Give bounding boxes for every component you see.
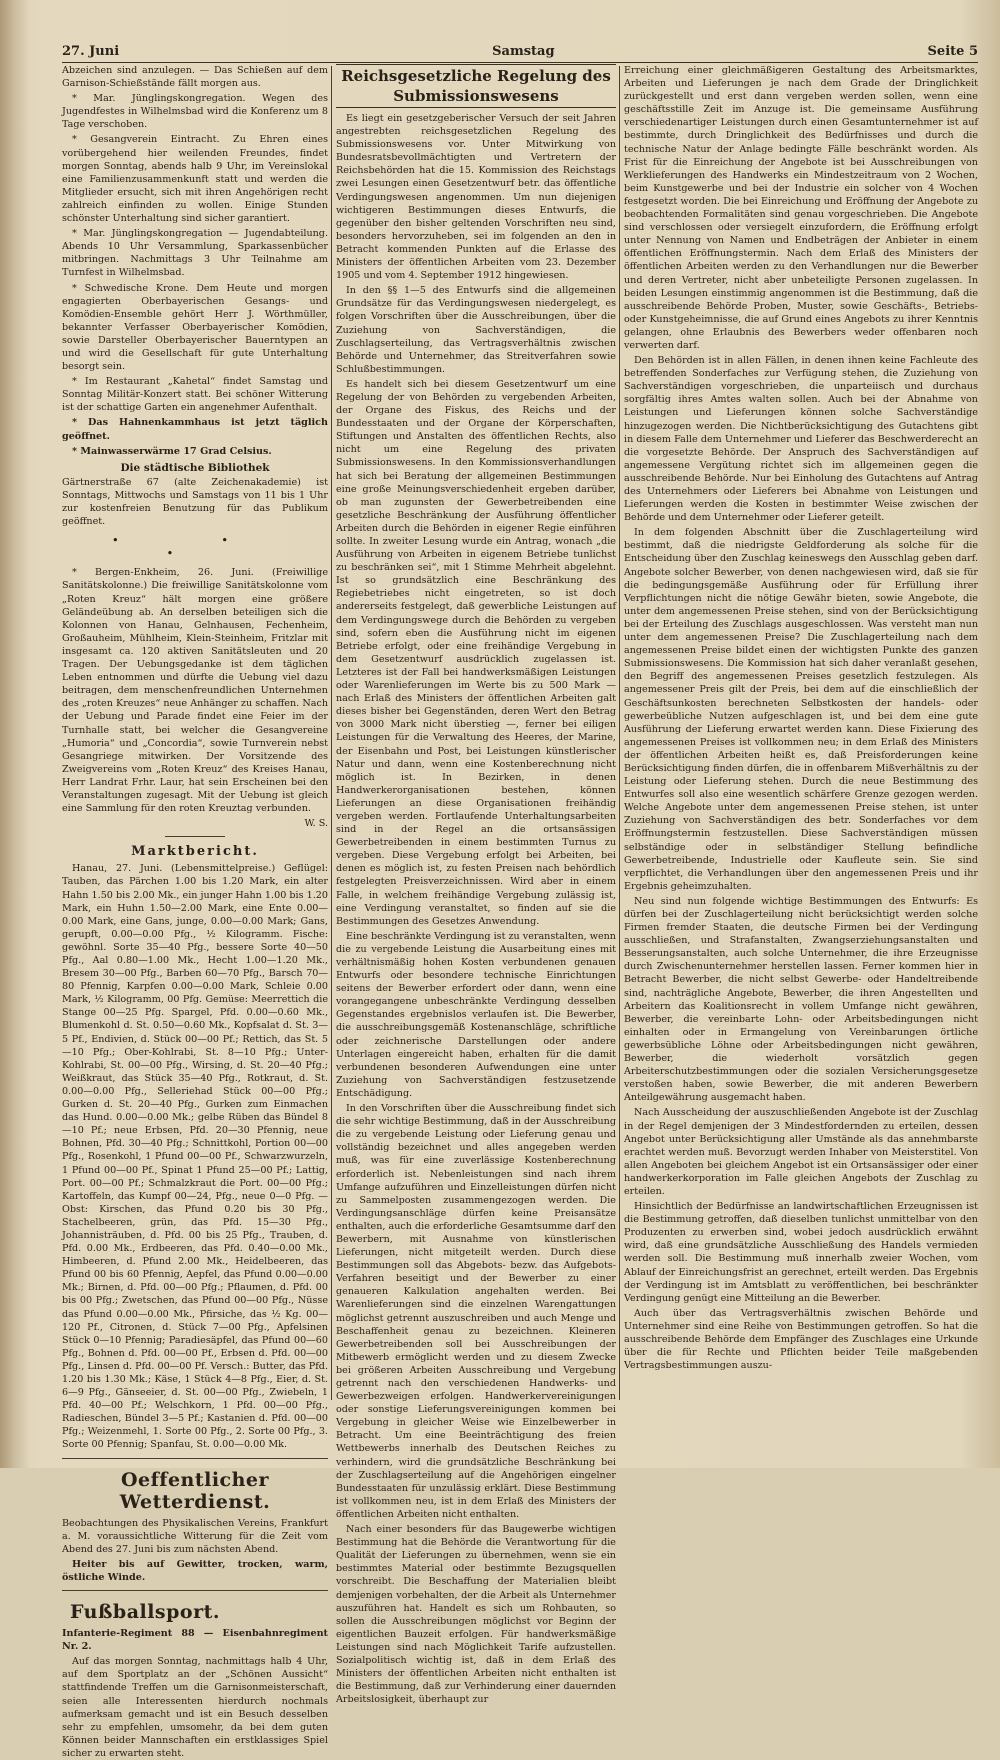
article-headline: Reichsgesetzliche Regelung des Submissionswesens [336,64,616,108]
football-heading: Fußballsport. [70,1601,220,1624]
library-heading: Die städtische Bibliothek [120,461,270,474]
market-report-text: Hanau, 27. Juni. (Lebensmittelpreise.) Geflügel: Tauben, das Pärchen 1.00 bis 1.20 Mark, ein alter Hahn 1.50 bis 2.00 Mk., ein junger Hahn 1.00 bis 1.20 Mark, ein Huhn 1.50—2.00 Mark, eine Ente 0.00—0.00 Mark, eine Gans, junge, 0.00—0.00 Mark; Gans, gerupft, 0.00—0.00 Pfg., ½ Kilogramm. Fische: gewöhnl. Sorte 35—40 Pfg., bessere Sorte 40—50 Pfg., Aal 0.80—1.00 Mk., Hecht 1.00—1.20 Mk., Bresem 30—00 Pfg., Barben 60—70 Pfg., Barsch 70—80 Pfennig, Karpfen 0.00—0.00 Mark, Schleie 0.00 Mark, ½ Kilogramm, 00 Pfg. Gemüse: Meerrettich die Stange 00—25 Pfg. Spargel, Pfd. 0.00—0.60 Mk., Blumenkohl d. St. 0.50—0.60 Mk., Kopfsalat d. St. 3—5 Pf., Endivien, d. Stück 00—00 Pf.; Rettich, das St. 5—10 Pfg.; Ober-Kohlrabi, St. 8—10 Pfg.; Unter-Kohlrabi, St. 00—00 Pfg., Wirsing, d. St. 20—40 Pfg.; Weißkraut, das Stück 35—40 Pfg., Rotkraut, d. St. 0.00—0.00 Pfg., Selleriehad Stück 00—00 Pfg.; Gurken d. St. 20—40 Pfg., Gurken zum Einmachen das Hund. 0.00—0.00 Mk.; gelbe Rüben das Bündel 8—10 Pf.; neue Erbsen, Pfd. 20—30 Pfennig, neue Bohnen, Pfd. 30—40 Pfg.; Schnittkohl, Portion 00—00 Pfg., Rosenkohl, 1 Pfund 00—00 Pf., Schwarzwurzeln, 1 Pfund 00—00 Pf., Spinat 1 Pfund 25—00 Pf.; Lattig, Port. 00—00 Pf.; Schmalzkraut die Port. 00—00 Pfg.; Kartoffeln, das Kumpf 00—24, Pfg., neue 0—0 Pfg. — Obst: Kirschen, das Pfund 0.20 bis 30 Pfg., Stachelbeeren, grün, das Pfd. 15—30 Pfg., Johannisträuben, d. Pfd. 00 bis 25 Pfg., Trauben, d. Pfd. 0.00 Mk., Erdbeeren, das Pfd. 0.40—0.00 Mk., Himbeeren, d. Pfund 2.00 Mk., Heidelbeeren, das Pfund 00 bis 60 Pfennig, Aepfel, das Pfund 0.00—0.00 Mk.; Birnen, d. Pfd. 00—00 Pfg.; Pflaumen, d. Pfd. 00 bis 00 Pfg.; Zwetschen, das Pfund 00—00 Pfg., Nüsse das Pfund 0.00—0.00 Mk., Pfirsiche, das ½ Kg. 00—120 Pf., Citronen, d. Stück 7—00 Pfg., Apfelsinen Stück 0—10 Pfennig; Paradiesäpfel, das Pfund 00—60 Pfg., Bohnen d. Pfd. 00—00 Pf., Erbsen d. Pfd. 00—00 Pfg., Linsen d. Pfd. 00—00 Pf. Versch.: Butter, das Pfd. 1.20 bis 1.30 Mk.; Käse, 1 Stück 4—8 Pfg., Eier, d. St. 6—9 Pfg., Gänseeier, d. St. 00—00 Pfg., Zwiebeln, 1 Pfd. 40—00 Pf.; Welschkorn, 1 Pfd. 00—00 Pfg., Radieschen, Bündel 3—5 Pf.; Kastanien d. Pfd. 00—00 Pfg.; Weizenmehl, 1. Sorte 00 Pfg., 2. Sorte 00 Pfg., 3. Sorte 00 Pfennig; Spanfau, St. 0.00—0.00 Mk. [62,863,328,1451]
column-submission-law-continued [624,64,978,1404]
divider [165,836,225,837]
paragraph: Auch über das Vertragsverhältnis zwischen Behörde und Unternehmer sind eine Reihe von Bestimmungen getroffen. So hat die ausschreibende Behörde dem Empfänger des Zuschlages eine Urkunde über die für Rechte und Pflichten beider Teile maßgebenden Vertragsbestimmungen auszu- [624,1307,978,1372]
header-page-number: Seite 5 [927,43,978,59]
paragraph: Eine beschränkte Verdingung ist zu veranstalten, wenn die zu vergebende Leistung die Ausarbeitung eines mit verhältnismäßig hohen Kosten verbundenen genauen Entwurfs oder besondere technische Einrichtungen seitens der Bewerber erfordert oder dann, wenn eine vorangegangene unbeschränkte Verdingung desselben Gegenstandes ergebnislos verlaufen ist. Die Bewerber, die ausschreibungsgemäß Kostenanschläge, schriftliche oder zeichnerische Darstellungen oder andere Unterlagen eingereicht haben, erhalten für die damit verbundenen besonderen Aufwendungen eine unter Zuziehung von Sachverständigen festzusetzende Entschädigung. [336,930,616,1099]
article-signature: W. S. [304,818,328,830]
paragraph: Nach einer besonders für das Baugewerbe wichtigen Bestimmung hat die Behörde die Verantwortung für die Qualität der Lieferungen zu übernehmen, wenn sie ein bestimmtes Material oder bestimmte Bezugsquellen vorschreibt. Die Beschaffung der Materialien bleibt demjenigen vorbehalten, der die Arbeit als Unternehmer auszuführen hat. Handelt es sich um Rohbauten, so sollen die Ausschreibungen möglichst vor Beginn der eigentlichen Bauzeit erfolgen. Für handwerksmäßige Leistungen sind nach Möglichkeit Tarife aufzustellen. Sozialpolitisch wichtig ist, daß in dem Erlaß des Ministers der öffentlichen Arbeiten nicht enthalten ist die Bestimmung, daß zur Verhinderung einer dauernden Arbeitslosigkeit, überhaupt zur [336,1524,616,1706]
paragraph: Es liegt ein gesetzgeberischer Versuch der seit Jahren angestrebten reichsgesetzlichen Regelung des Submissionswesens vor. Unter Mitwirkung von Bundesratsbevollmächtigten und Vertretern der Reichsbehörden hat die 15. Kommission des Reichstags zwei Lesungen einen Gesetzentwurf betr. das öffentliche Verdingungswesen angenommen. Um nun diejenigen wichtigeren Bestimmungen dieses Entwurfs, die gegenüber den bisher geltenden Vorschriften neu sind, besonders hervorzuheben, sei im folgenden an den in Betracht kommenden Punkten auf die Erlasse des Ministers der öffentlichen Arbeiten vom 23. Dezember 1905 und vom 4. September 1912 hingewiesen. [336,113,616,282]
column-rule-right [619,66,620,1400]
weather-intro: Beobachtungen des Physikalischen Vereins, Frankfurt a. M. voraussichtliche Witterung für die Zeit vom Abend des 27. Juni bis zum nächsten Abend. [62,1517,328,1555]
paragraph: Abzeichen sind anzulegen. — Das Schießen auf dem Garnison-Schießstände fällt morgen aus. [62,65,328,90]
library-text: Gärtnerstraße 67 (alte Zeichenakademie) ist Sonntags, Mittwochs und Samstags von 11 bis 1 Uhr zur kostenfreien Benutzung für das Publikum geöffnet. [62,476,328,528]
paragraph: In den §§ 1—5 des Entwurfs sind die allgemeinen Grundsätze für das Verdingungswesen niedergelegt, es folgen Vorschriften über die Ausschreibungen, über die Zuziehung von Sachverständigen, die Zuschlagserteilung, das Vertragsverhältnis zwischen Behörde und Unternehmer, das Streitverfahren sowie Schlußbestimmungen. [336,285,616,375]
paragraph: In dem folgenden Abschnitt über die Zuschlagerteilung wird bestimmt, daß die niedrigste Geldforderung als solche für die Entscheidung über den Zuschlag keineswegs den Ausschlag geben darf. Angebote solcher Bewerber, von denen nachgewiesen wird, daß sie für die bedingungsgemäße Ausführung oder für Erfüllung ihrer Verpflichtungen nicht die nötige Gewähr bieten, sowie Angebote, die unter dem angemessenen Preise stehen, sind von der Berücksichtigung bei der Erteilung des Zuschlags ausgeschlossen. Was versteht man nun unter dem angemessenen Preise? Die Zuschlagerteilung nach dem angemessenen Preise bildet einen der wichtigsten Punkte des ganzen Submissionswesens. Die Kommission hat sich daher veranlaßt gesehen, den Begriff des angemessenen Preises gesetzlich festzulegen. Als angemessener Preis gilt der Preis, bei dem auf die einschließlich der Geschäftsunkosten berechneten Selbstkosten der handels- oder gewerbeübliche Nutzen aufgeschlagen ist, und bei dem eine gute Ausführung der Lieferung erwartet werden kann. Diese Fixierung des angemessenen Preises ist vollkommen neu; in dem Erlaß des Ministers der öffentlichen Arbeiten heißt es, daß Preisforderungen keine Berücksichtigung finden dürfen, die in offenbarem Mißverhältnis zu der Leistung oder Lieferung stehen. Durch die neue Bestimmung des Entwurfes soll also eine wesentlich schärfere Grenze gezogen werden. Welche Angebote unter dem angemessenen Preise stehen, ist unter Zuziehung von Sachverständigen des betr. Sonderfaches vor dem Eröffnungstermin festzustellen. Diese Sachverständigen müssen selbständige oder in selbständiger Stellung befindliche Gewerbetreibende, Industrielle oder Kaufleute sein. Sie sind verpflichtet, die Verhandlungen über den angemessenen Preis und ihr Ergebnis geheimzuhalten. [624,527,978,892]
divider [62,1590,328,1591]
column-submission-law [336,64,616,1706]
column-local-news [62,64,328,1759]
notice-jugendabteilung: * Mar. Jünglingskongregation — Jugendabteilung. Abends 10 Uhr Versammlung, Sparkassenbücher mitbringen. Nachmittags 3 Uhr Teilnahme am Turnfest in Wilhelmsbad. [62,228,328,279]
market-report-heading: Marktbericht. [131,844,259,860]
notice-hahnenkammhaus: * Das Hahnenkammhaus ist jetzt täglich geöffnet. [62,417,328,442]
header-date: 27. Juni [62,43,120,59]
notice-schwedische-krone: * Schwedische Krone. Dem Heute und morgen engagierten Oberbayerischen Gesangs- und Komödien-Ensemble gehört Herr J. Wörthmüller, bekannter Verfasser Oberbayerischer Komödien, sowie Darsteller Oberbayerischer Bauerntypen an und wird die Gesellschaft für gute Unterhaltung besorgt sein. [62,282,328,373]
paragraph: Erreichung einer gleichmäßigeren Gestaltung des Arbeitsmarktes, Arbeiten und Lieferungen je nach dem Grade der Dringlichkeit zurückgestellt und erst dann vergeben werden sollen, wenn eine geschäftsstille Zeit im Anzuge ist. Die gemeinsame Ausführung verschiedenartiger Leistungen durch einen Gesamtunternehmer ist auf bestimmte, durch Dringlichkeit des Bedürfnisses und durch die technische Natur der Anlage bedingte Fälle beschränkt worden. Als Frist für die Einreichung der Angebote ist bei Ausschreibungen von Werklieferungen des Handwerks ein Mindestzeitraum von 2 Wochen, beim Kunstgewerbe und bei der Industrie ein solcher von 4 Wochen festgesetzt worden. Die bei Einreichung und Eröffnung der Angebote zu beobachtenden Formalitäten sind genau vorgeschrieben. Die Angebote sind verschlossen oder versiegelt einzufordern, die Eröffnung erfolgt unter Nennung von Namen und Endbeträgen der Anbieter in einem öffentlichen Eröffnungstermin. Nach dem Erlaß des Ministers der öffentlichen Arbeiten werden zu den Verhandlungen nur die Bewerber und deren Vertreter, nicht aber unbeteiligte Personen zugelassen. In beiden Lesungen einstimmig angenommen ist die Bestimmung, daß die ausschreibende Behörde Proben, Muster, sowie Geschäfts-, Betriebs- oder Kunstgeheimnisse, die auf Grund eines Angebots zu ihrer Kenntnis gelangen, ohne Erlaubnis des Bewerbers weder offenbaren noch verwerten darf. [624,65,978,351]
paragraph: Es handelt sich bei diesem Gesetzentwurf um eine Regelung der von Behörden zu vergebenden Arbeiten, der Organe des Fiskus, des Reichs und der Bundesstaaten und der Organe der Körperschaften, Stiftungen und Anstalten des öffentlichen Rechts, also nicht um eine Regelung des privaten Submissionswesens. In den Kommissionsverhandlungen hat sich bei Beratung der allgemeinen Bestimmungen eine große Meinungsverschiedenheit ergeben darüber, ob man zugunsten der Gewerbetreibenden eine gesetzliche Beschränkung der Ausführung öffentlicher Arbeiten durch die Behörden in eigener Regie einführen sollte. In zweiter Lesung wurde ein Antrag, wonach „die Ausführung von Arbeiten in eigenem Betriebe tunlichst zu beschränken sei“, mit 1 Stimme Mehrheit abgelehnt. Ist so grundsätzlich eine Beschränkung des Regiebetriebes nicht eingetreten, so ist doch andererseits festgelegt, daß gewerbliche Leistungen auf dem Verdingungswege durch die Behörden zu vergeben sind, sofern eben die Ausführung nicht im eigenen Betriebe erfolgt, oder eine freihändige Vergebung in dem Gesetzentwurf ausdrücklich zugelassen ist. Letzteres ist der Fall bei handwerksmäßigen Leistungen oder Warenlieferungen im Werte bis zu 500 Mark — nach Erlaß des Ministers der öffentlichen Arbeiten galt dieses bisher bei Gegenständen, deren Wert den Betrag von 3000 Mark nicht überstieg —, ferner bei eiligen Leistungen für die Verwaltung des Heeres, der Marine, der Eisenbahn und Post, bei Leistungen künstlerischer Natur und dann, wenn eine Kostenberechnung nicht möglich ist. In Bezirken, in denen Handwerkerorganisationen bestehen, können Lieferungen an diese Organisationen freihändig vergeben werden. Fortlaufende Unterhaltungsarbeiten sind in der Regel an die ortsansässigen Gewerbetreibenden in einem bestimmten Turnus zu vergeben. Diese Vergebung erfolgt bei Arbeiten, bei denen es möglich ist, zu festen Preisen nach behördlich festgelegten Preisverzeichnissen. Wird aber in einem Falle, in welchem freihändige Vergebung zulässig ist, eine Verdingung veranstaltet, so finden auf sie die Bestimmungen des Gesetzes Anwendung. [336,378,616,927]
page-edge-shadow [0,0,30,1468]
paragraph: Nach Ausscheidung der auszuschließenden Angebote ist der Zuschlag in der Regel demjenigen der 3 Mindestfordernden zu erteilen, dessen Angebot unter Berücksichtigung aller Umstände als das annehmbarste erachtet werden muß. Bevorzugt werden Inhaber von Meisterstitel. Von allen Angeboten bei gleichem Angebot ist ein Ortsansässiger oder einer handwerkerkorporation im Falle gleichen Angebots der Zuschlag zu erteilen. [624,1107,978,1197]
notice-mainwasser: * Mainwasserwärme 17 Grad Celsius. [72,445,272,457]
notice-gesangverein: * Gesangverein Eintracht. Zu Ehren eines vorübergehend hier weilenden Freundes, findet morgen Sonntag, abends halb 9 Uhr, im Vereinslokal eine Familienzusammenkunft statt und werden die Mitglieder ersucht, sich mit ihren Angehörigen recht zahlreich einfinden zu wollen. Einige Stunden schönster Unterhaltung sind sicher garantiert. [62,134,328,225]
paragraph: Hinsichtlich der Bedürfnisse an landwirtschaftlichen Erzeugnissen ist die Bestimmung getroffen, daß dieselben tunlichst unmittelbar von den Produzenten zu erwerben sind, wobei jedoch ausdrücklich erwähnt wird, daß eine grundsätzliche Ausschließung des Handels vermieden werden soll. Die Bestimmung muß innerhalb zweier Wochen, vom Ablauf der Einreichungsfrist an gerechnet, erteilt werden. Das Ergebnis der Verdingung ist im Amtsblatt zu veröffentlichen, bei beschränkter Verdingung genügt eine Mitteilung an die Bewerber. [624,1201,978,1304]
football-text: Auf das morgen Sonntag, nachmittags halb 4 Uhr, auf dem Sportplatz an der „Schönen Aussicht“ stattfindende Treffen um die Garnisonmeisterschaft, seien alle Interessenten hierdurch nochmals aufmerksam gemacht und ist ein Besuch desselben sehr zu empfehlen, umsomehr, da bei dem guten Können beider Mannschaften ein erstklassiges Spiel sicher zu erwarten steht. [62,1656,328,1759]
notice-restaurant: * Im Restaurant „Kahetal“ findet Samstag und Sonntag Militär-Konzert statt. Bei schöner Witterung ist der schattige Garten ein angenehmer Aufenthalt. [62,376,328,414]
paragraph: Den Behörden ist in allen Fällen, in denen ihnen keine Fachleute des betreffenden Sonderfaches zur Verfügung stehen, die Zuziehung von Sachverständigen vorgeschrieben, die unparteiisch und durchaus sorgfältig ihres Amtes walten sollen. Auch bei der Abnahme von Leistungen und Lieferungen können solche Sachverständige hinzugezogen werden. Die Nichtberücksichtigung des Gutachtens gibt in diesem Falle dem Unternehmer und Lieferer das Beschwerderecht an die vorgesetzte Behörde. Der Anspruch des Sachverständigen auf angemessene Vergütung richtet sich im allgemeinen gegen die ausschreibende Behörde. Nur bei Einholung des Gutachtens auf Antrag des Unternehmers oder Lieferers bei Abnahme von Leistungen und Lieferungen werden die Kosten in bestimmter Weise zwischen der Behörde und dem Unternehmer oder Lieferer geteilt. [624,355,978,524]
weather-heading: Oeffentlicher Wetterdienst. [119,1468,271,1513]
section-ornament: • • • [112,535,278,560]
header-day: Samstag [492,43,555,59]
paragraph: Neu sind nun folgende wichtige Bestimmungen des Entwurfs: Es dürfen bei der Zuschlagerteilung nicht berücksichtigt werden solche Firmen fremder Staaten, die deutsche Firmen bei der Verdingung ausschließen, und Strafanstalten, Zwangserziehungsanstalten und Besserungsanstalten, auch solche Unternehmer, die ihre Erzeugnisse durch Zwischenunternehmer herstellen lassen. Ferner kommen hier in Betracht Bewerber, die nicht selbst Gewerbe- oder Handeltreibende sind, nachträgliche Angebote, Bewerber, die ihren Angestellten und Arbeitern das Koalitionsrecht in vollem Umfange nicht gewähren, Bewerber, die vereinbarte Lohn- oder Arbeitsbedingungen nicht einhalten oder in Ermangelung von Vereinbarungen örtliche gewerbsübliche Löhne oder Arbeitsbedingungen nicht gewähren, Bewerber, die wiederholt vorsätzlich gegen Arbeiterschutzbestimmungen oder die sozialen Versicherungsgesetze verstoßen haben, sowie Bewerber, die mit anderen Bewerbern Anteilgewährung ausgemacht haben. [624,895,978,1104]
paragraph: In den Vorschriften über die Ausschreibung findet sich die sehr wichtige Bestimmung, daß in der Ausschreibung die zu vergebende Leistung oder Lieferung genau und vollständig bezeichnet und alles angegeben werden muß, was für eine zuverlässige Kostenberechnung erforderlich ist. Nebenleistungen sind nach ihrem Umfange aufzuführen und Einzelleistungen dürfen nicht zu Sammelposten zusammengezogen werden. Die Verdingungsanschläge dürfen keine Preisansätze enthalten, auch die erforderliche Gesamtsumme darf den Bewerbern, mit Ausnahme von künstlerischen Lieferungen, nicht mitgeteilt werden. Durch diese Bestimmungen soll das Abgebots- bezw. das Aufgebots-Verfahren beseitigt und der Bewerber zu einer genaueren Kalkulation angehalten werden. Bei Warenlieferungen sind die einzelnen Warengattungen möglichst getrennt auszuschreiben und auch Menge und Beschaffenheit genau zu bezeichnen. Kleineren Gewerbetreibenden soll bei Ausschreibungen der Mitbewerb ermöglicht werden und zu diesem Zwecke bei größeren Arbeiten Ausschreibung und Vergebung getrennt nach den verschiedenen Handwerks- und Gewerbezweigen erfolgen. Handwerkervereinigungen oder sonstige Lieferungsvereinigungen kommen bei Vergebung in gleicher Weise wie Einzelbewerber in Betracht. Um eine Beeinträchtigung des freien Wettbewerbs innerhalb des Deutschen Reiches zu verhindern, wird die grundsätzliche Beschränkung bei der Zuschlagserteilung auf die Angehörigen eingelner Bundesstaaten für unzulässig erklärt. Diese Bestimmung ist vollkommen neu, ist in dem Erlaß des Ministers der öffentlichen Arbeiten nicht enthalten. [336,1103,616,1520]
football-subheading: Infanterie-Regiment 88 — Eisenbahnregiment Nr. 2. [62,1628,328,1653]
weather-forecast: Heiter bis auf Gewitter, trocken, warm, östliche Winde. [62,1558,328,1583]
running-head [62,42,978,63]
article-bergen-enkheim: * Bergen-Enkheim, 26. Juni. (Freiwillige Sanitätskolonne.) Die freiwillige Sanitätskolonne vom „Roten Kreuz“ hält morgen eine größere Geländeübung ab. An derselben beteiligen sich die Kolonnen von Hanau, Gelnhausen, Fechenheim, Großauheim, Mühlheim, Klein-Steinheim, Fritzlar mit insgesamt ca. 120 aktiven Sanitätsleuten und 20 Tragen. Der Uebungsgedanke ist dem täglichen Leben entnommen und dürfte die Uebung viel dazu beitragen, dem menschenfreundlichen Unternehmen des „roten Kreuzes“ neue Anhänger zu schaffen. Nach der Uebung und Parade findet eine Feier im der Turnhalle statt, bei welcher die Gesangvereine „Humoria“ und „Concordia“, sowie Turnverein nebst Gesangriege mitwirken. Der Vorsitzende des Zweigvereins vom „Roten Kreuz“ des Kreises Hanau, Herr Landrat Frhr. Laur, hat sein Erscheinen bei den Veranstaltungen zugesagt. Mit der Uebung ist gleich eine Sammlung für den roten Kreuztag verbunden. [62,567,328,815]
divider [62,1458,328,1459]
column-rule-left [331,66,332,1400]
notice-kongregation: * Mar. Jünglingskongregation. Wegen des Jugendfestes in Wilhelmsbad wird die Konferenz um 8 Tage verschoben. [62,93,328,131]
